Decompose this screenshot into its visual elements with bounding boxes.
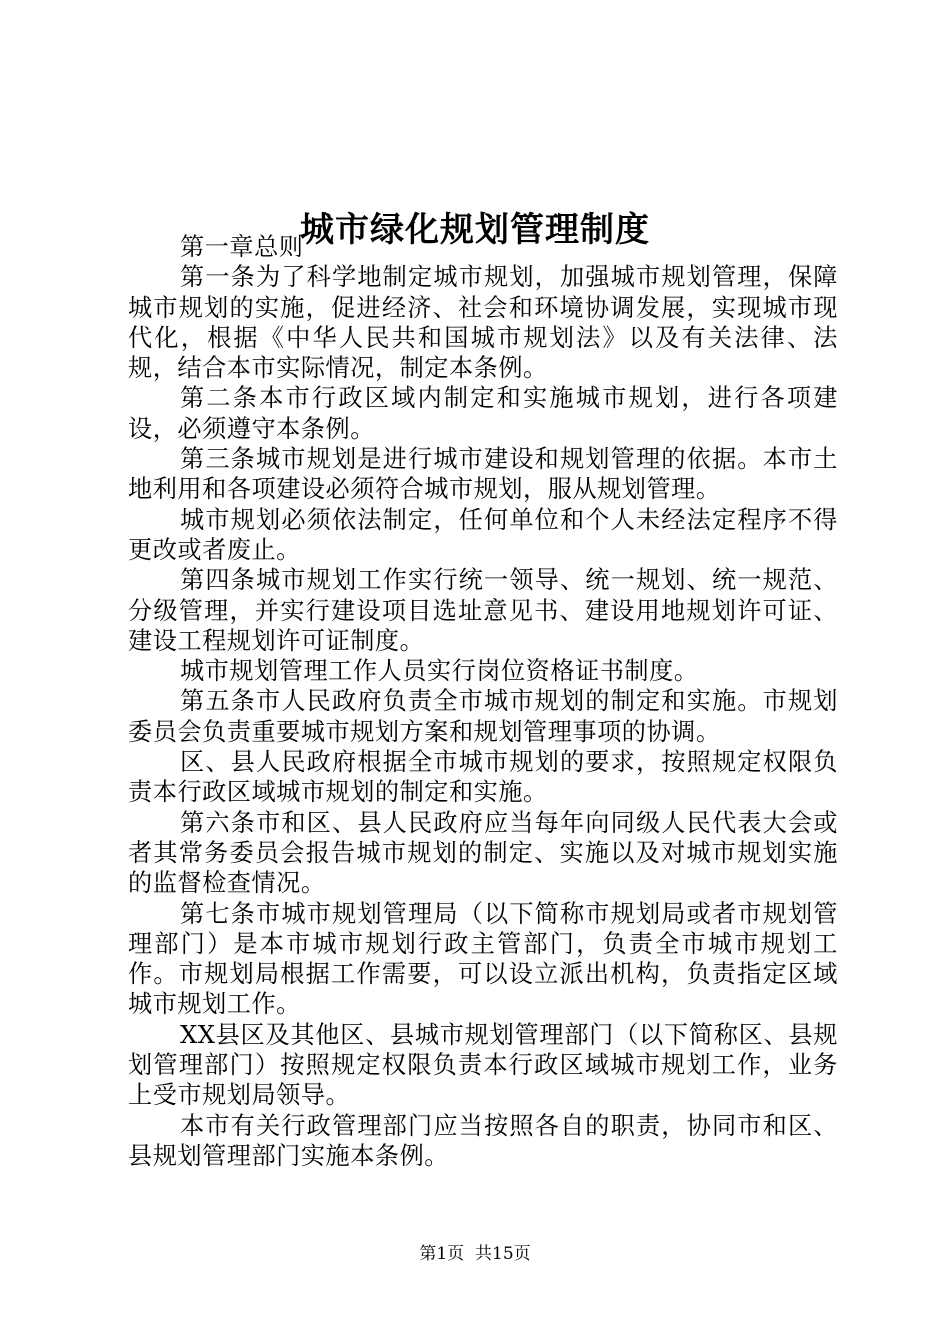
page-number: 第1页 [419, 1244, 465, 1264]
page-total: 共15页 [475, 1244, 531, 1264]
article-paragraph: 第二条本市行政区域内制定和实施城市规划，进行各项建设，必须遵守本条例。 [128, 384, 838, 443]
article-paragraph: 第三条城市规划是进行城市建设和规划管理的依据。本市土地利用和各项建设必须符合城市规划，服从规划管理。 [128, 445, 838, 504]
article-paragraph: 城市规划必须依法制定，任何单位和个人未经法定程序不得更改或者废止。 [128, 505, 838, 564]
article-paragraph: 区、县人民政府根据全市城市规划的要求，按照规定权限负责本行政区域城市规划的制定和实施。 [128, 748, 838, 807]
article-paragraph: 第六条市和区、县人民政府应当每年向同级人民代表大会或者其常务委员会报告城市规划的制定、实施以及对城市规划实施的监督检查情况。 [128, 808, 838, 898]
article-paragraph: 第一条为了科学地制定城市规划，加强城市规划管理，保障城市规划的实施，促进经济、社会和环境协调发展，实现城市现代化，根据《中华人民共和国城市规划法》以及有关法律、法规，结合本市实际情况，制定本条例。 [128, 263, 838, 383]
article-paragraph: 城市规划管理工作人员实行岗位资格证书制度。 [180, 657, 699, 686]
page-footer [0, 1242, 950, 1266]
document-title: 城市绿化规划管理制度 [300, 209, 650, 250]
article-paragraph: 第四条城市规划工作实行统一领导、统一规划、统一规范、分级管理，并实行建设项目选址意见书、建设用地规划许可证、建设工程规划许可证制度。 [128, 566, 838, 655]
article-paragraph: 本市有关行政管理部门应当按照各自的职责，协同市和区、县规划管理部门实施本条例。 [128, 1111, 838, 1170]
document-body [128, 232, 838, 1171]
article-paragraph: XX县区及其他区、县城市规划管理部门（以下简称区、县规划管理部门）按照规定权限负责本行政区域城市规划工作，业务上受市规划局领导。 [128, 1020, 838, 1110]
article-paragraph: 第五条市人民政府负责全市城市规划的制定和实施。市规划委员会负责重要城市规划方案和规划管理事项的协调。 [128, 687, 838, 746]
chapter-heading: 第一章总则 [180, 233, 304, 261]
article-paragraph: 第七条市城市规划管理局（以下简称市规划局或者市规划管理部门）是本市城市规划行政主管部门，负责全市城市规划工作。市规划局根据工作需要，可以设立派出机构，负责指定区域城市规划工作。 [128, 899, 838, 1019]
